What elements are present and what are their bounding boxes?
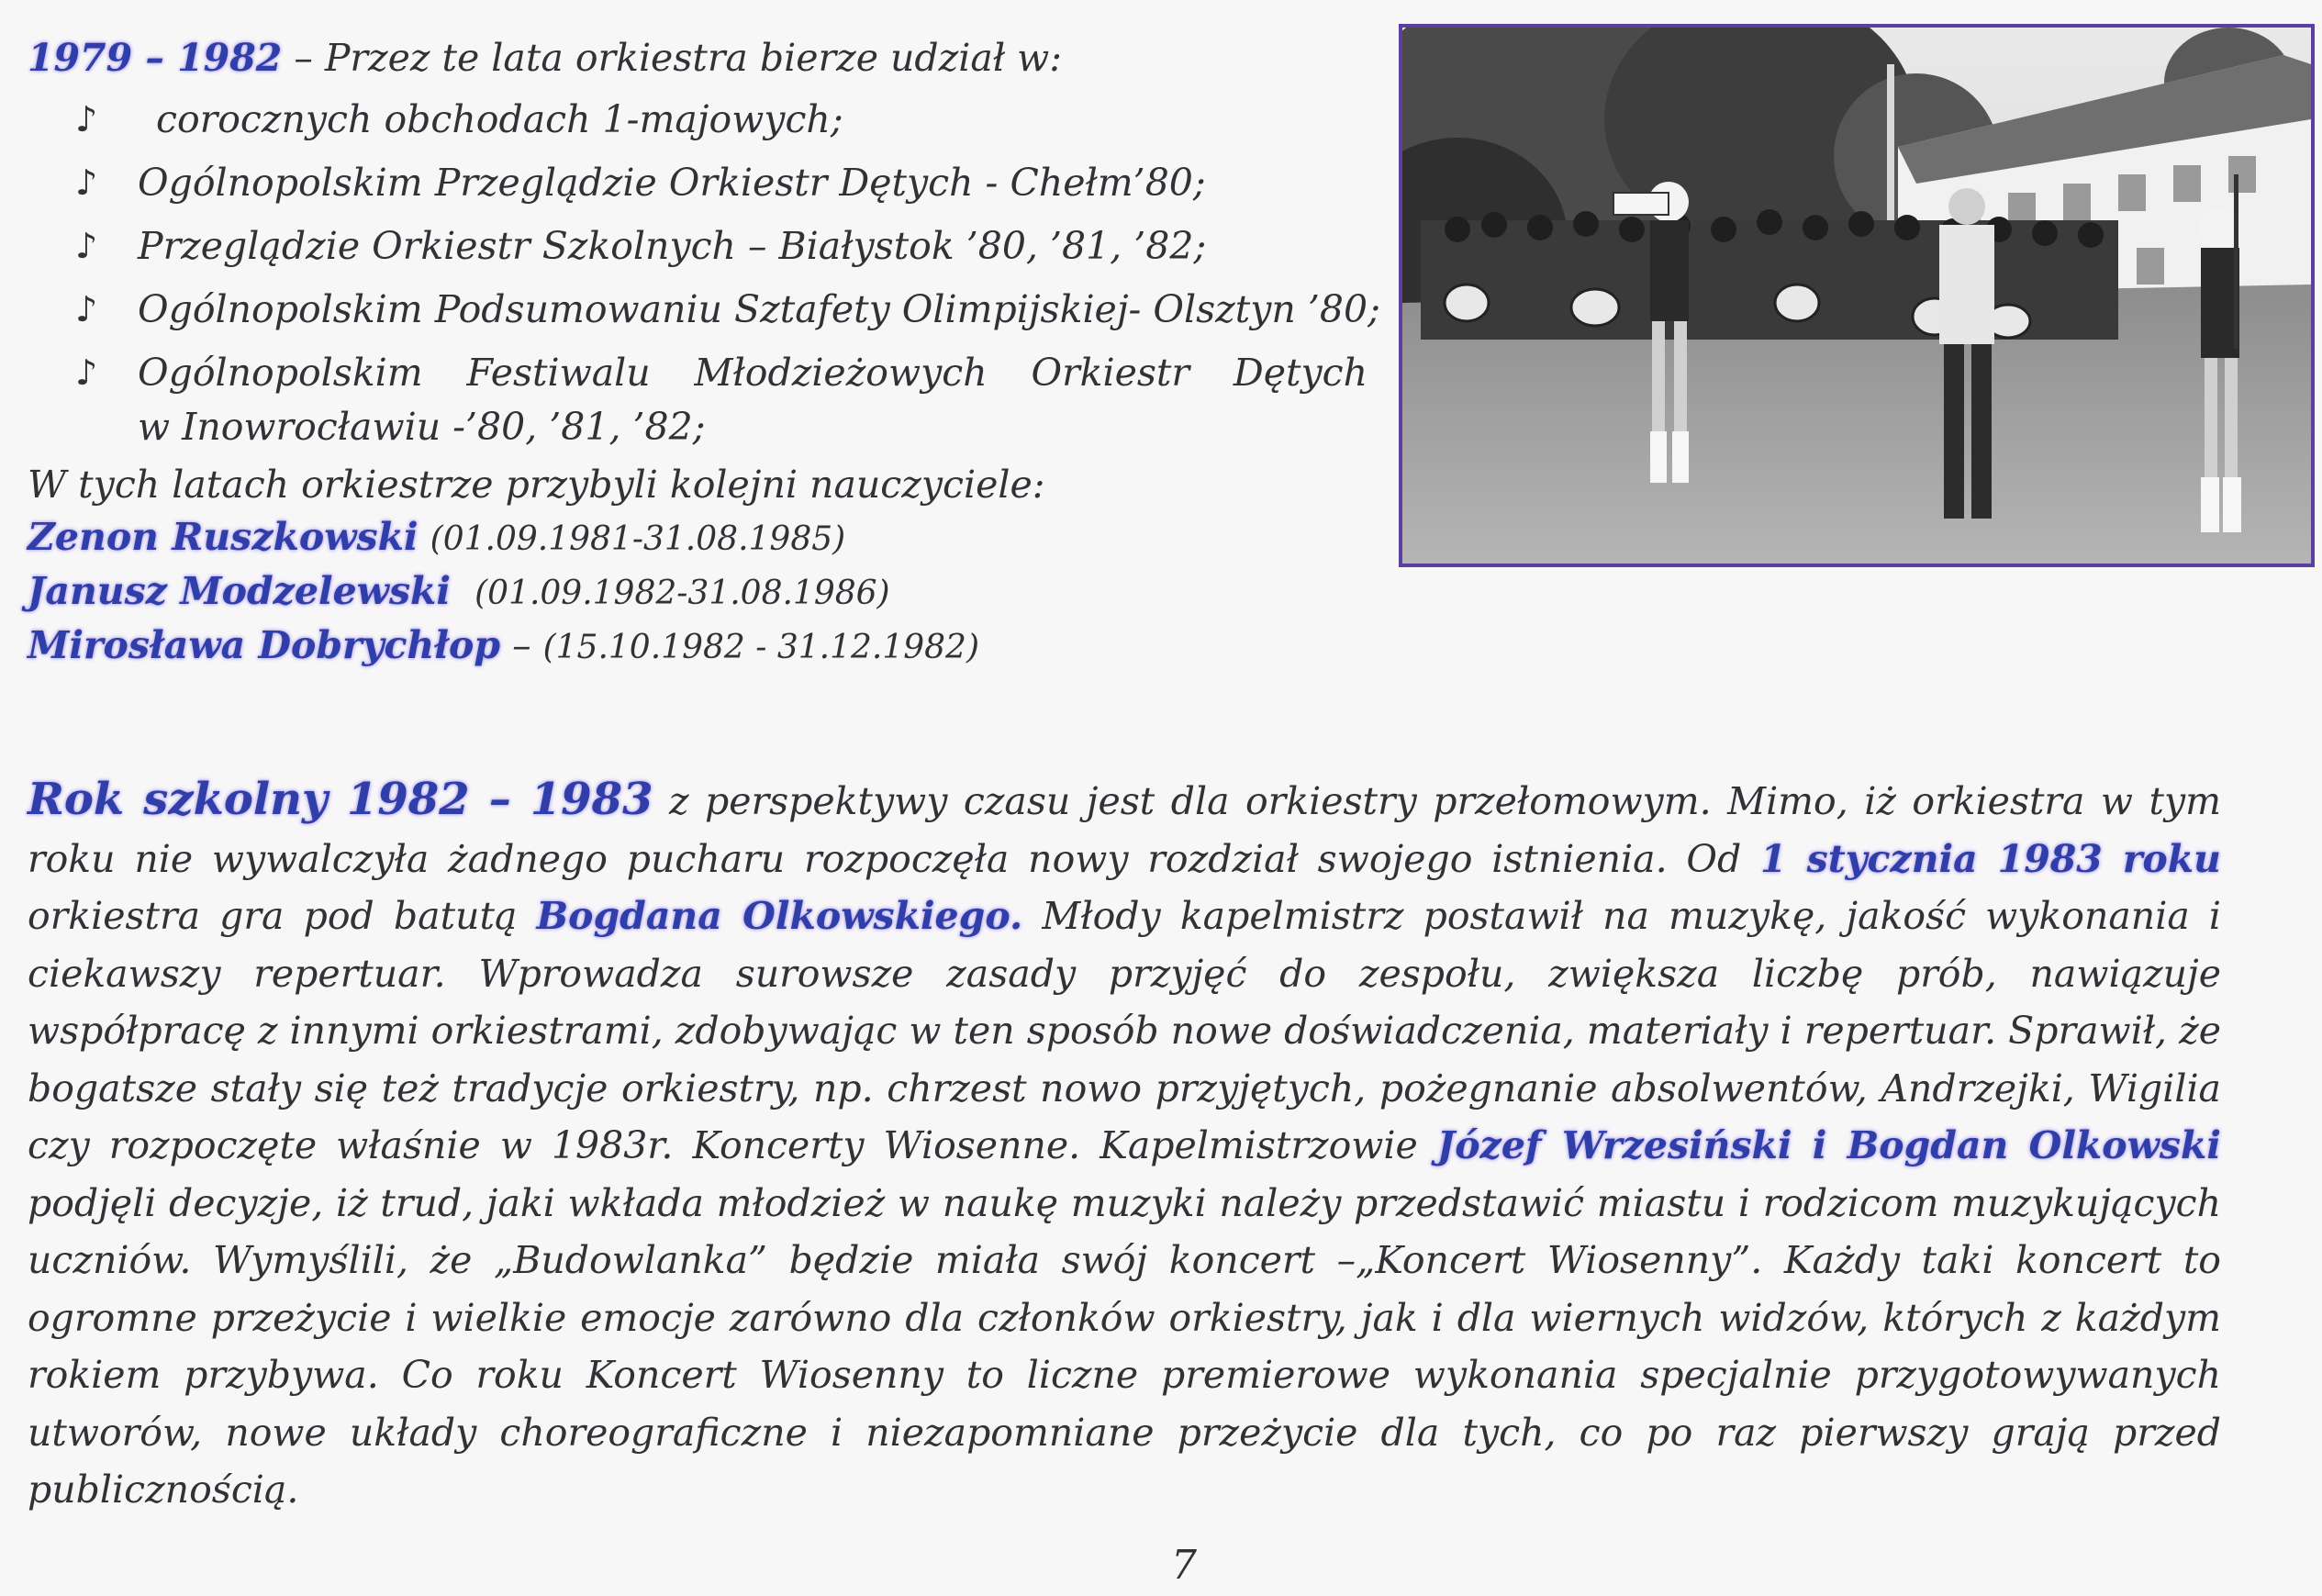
body-text-3: Młody kapelmistrz postawił na muzykę, jakość wykonania i ciekawszy repertuar. Wprowadza surowsze zasady przyjęć do zespołu, zwiększa liczbę prób, nawiązuje współpracę z innymi orkiestrami, zdobywając w ten sposób nowe doświadczenia, materiały i repertuar. Sprawił, że bogatsze stały się też tradycje orkiestry, np. chrzest nowo przyjętych, pożegnanie absolwentów, Andrzejki, Wigilia czy rozpoczęte właśnie w 1983r. Koncerty Wiosenne. Kapelmistrzowie — [28, 894, 2222, 1167]
event-text: Ogólnopolskim Podsumowaniu Sztafety Olimpijskiej- Olsztyn ’80; — [138, 287, 1380, 331]
teacher-dates: (15.10.1982 - 31.12.1982) — [542, 629, 979, 666]
events-list — [28, 88, 1386, 405]
event-text: Ogólnopolskim Festiwalu Młodzieżowych Orkiestr Dętych — [138, 351, 1368, 395]
section-intro — [28, 28, 1386, 88]
page-number: 7 — [1171, 1542, 1197, 1589]
music-note-icon: ♪ — [75, 289, 98, 329]
teacher-sep — [451, 569, 474, 613]
orchestra-parade-photo — [1399, 24, 2315, 567]
event-continuation: w Inowrocławiu -’80, ’81, ’82; — [138, 405, 706, 449]
masters-highlight: Józef Wrzesiński i Bogdan Olkowski — [1436, 1123, 2222, 1167]
conductor-highlight: Bogdana Olkowskiego. — [536, 894, 1023, 938]
date-highlight: 1 stycznia 1983 roku — [1760, 836, 2221, 881]
teacher-name: Janusz Modzelewski — [28, 569, 452, 613]
teacher-dates: (01.09.1981-31.08.1985) — [430, 520, 846, 558]
photo-image — [1402, 28, 2311, 564]
event-text: corocznych obchodach 1-majowych; — [156, 97, 843, 141]
music-note-icon: ♪ — [75, 352, 98, 393]
teacher-entry — [28, 619, 1386, 674]
teacher-entry — [28, 565, 1386, 619]
event-text: Przeglądzie Orkiestr Szkolnych – Białystok ’80, ’81, ’82; — [138, 224, 1207, 268]
teacher-dates: (01.09.1982-31.08.1986) — [474, 575, 890, 612]
teacher-entry — [28, 511, 1386, 565]
body-text-4: podjęli decyzje, iż trud, jaki wkłada młodzież w naukę muzyki należy przedstawić miastu i rodzicom muzykujących uczniów. Wymyślili, że „Budowlanka” będzie miała swój koncert –„Koncert Wiosenny”. Każdy taki koncert to ogromne przeżycie i wielkie emocje zarówno dla członków orkiestry, jak i dla wiernych widzów, których z każdym rokiem przybywa. Co roku Koncert Wiosenny to liczne premierowe wykonania specjalnie przygotowywanych utworów, nowe układy choreograficzne i niezapomniane przeżycie dla tych, co po raz pierwszy grają przed publicznością. — [28, 1180, 2221, 1512]
school-year-heading: Rok szkolny 1982 – 1983 — [28, 774, 653, 825]
music-note-icon: ♪ — [75, 226, 98, 266]
list-item — [28, 151, 1386, 215]
list-item — [28, 88, 1386, 151]
teacher-sep: – — [500, 623, 543, 667]
music-note-icon: ♪ — [75, 99, 98, 140]
teacher-name: Zenon Ruszkowski — [28, 515, 419, 559]
teacher-sep — [419, 515, 430, 559]
teacher-name: Mirosława Dobrychłop — [28, 623, 501, 667]
intro-text: – Przez te lata orkiestra bierze udział w: — [282, 36, 1063, 80]
music-note-icon: ♪ — [75, 162, 98, 203]
body-text-1: z perspektywy czasu jest dla orkiestry przełomowym. Mimo, iż orkiestra w tym roku nie wywalczyła żadnego pucharu rozpoczęła nowy rozdział swojego istnienia. Od — [28, 779, 2221, 881]
teachers-intro: W tych latach orkiestrze przybyli kolejni nauczyciele: — [28, 463, 1045, 507]
list-item — [28, 278, 1386, 341]
section-1982-1983 — [28, 771, 2221, 1519]
list-item — [28, 341, 1368, 405]
section-1979-1982 — [28, 28, 1386, 674]
body-text-2: orkiestra gra pod batutą — [28, 894, 537, 938]
event-text: Ogólnopolskim Przeglądzie Orkiestr Dętych - Chełm’80; — [138, 161, 1206, 205]
years-heading: 1979 – 1982 — [28, 36, 283, 80]
list-item — [28, 215, 1386, 278]
